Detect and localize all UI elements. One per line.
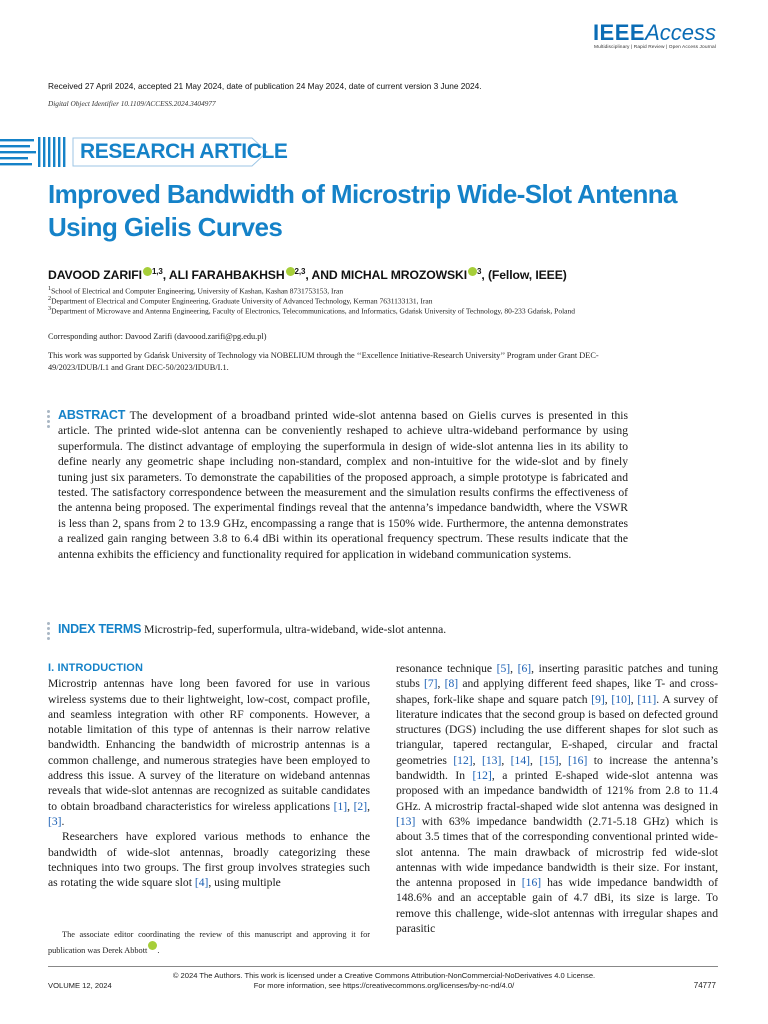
citation-link[interactable]: [5]	[496, 662, 511, 675]
citation-link[interactable]: [9]	[591, 692, 605, 706]
orcid-icon[interactable]	[286, 267, 295, 276]
author-name: , AND MICHAL MROZOWSKI	[305, 268, 468, 282]
author-affiliation: 3	[477, 267, 482, 276]
article-type-banner: RESEARCH ARTICLE	[80, 140, 288, 163]
citation-link[interactable]: [15]	[539, 753, 559, 767]
index-terms-label: INDEX TERMS	[58, 622, 142, 636]
abstract-label: ABSTRACT	[58, 408, 126, 422]
logo-ieee: IEEE	[592, 20, 646, 45]
affiliation-3: $^3$Department of Microwave and Antenna Engineering, Faculty of Electronics, Telecommunications, and Informatics, Gdańsk University of Technology, 80-233 Gdańsk, Poland	[48, 305, 576, 316]
section-heading: I. INTRODUCTION	[48, 662, 143, 674]
received-dates: Received 27 April 2024, accepted 21 May 2024, date of publication 24 May 2024, date of current version 3 June 2024.	[48, 81, 482, 91]
citation-link[interactable]: [16]	[521, 876, 542, 890]
citation-link[interactable]: [12]	[472, 769, 492, 783]
author-affiliation: 2,3	[294, 267, 306, 276]
citation-link[interactable]: [16]	[568, 753, 588, 767]
editor-footnote: The associate editor coordinating the review of this manuscript and approving it for publication was Derek Abbott .	[48, 930, 370, 955]
orcid-icon[interactable]	[148, 941, 157, 950]
citation-link[interactable]: [7]	[424, 677, 438, 691]
doi-line[interactable]: Digital Object Identifier 10.1109/ACCESS.2024.3404977	[48, 99, 216, 108]
affiliation-2: $^2$Department of Electrical and Computer Engineering, Graduate University of Advanced Technology, Kerman 7631133131, Iran	[48, 295, 433, 306]
citation-link[interactable]: [12]	[453, 753, 473, 767]
index-terms-dots-icon	[47, 622, 51, 642]
author-affiliation: 1,3	[151, 267, 163, 276]
logo-tagline: Multidisciplinary | Rapid Review | Open Access Journal	[593, 45, 716, 50]
abstract-dots-icon	[47, 410, 51, 430]
author-fellow: , (Fellow, IEEE)	[481, 268, 567, 282]
affiliation-1: $^1$School of Electrical and Computer Engineering, University of Kashan, Kashan 8731753153, Iran	[48, 285, 344, 296]
corresponding-author: Corresponding author: Davood Zarifi (davoood.zarifi@pg.edu.pl)	[48, 332, 267, 341]
index-terms	[58, 622, 446, 636]
volume-label: VOLUME 12, 2024	[48, 981, 112, 990]
funding-statement: This work was supported by Gdańsk University of Technology via NOBELIUM through the ‘‘Excellence Initiative-Research University’’ Program under Grant DEC-49/2023/IDUB/I.1 and Grant DEC-50/2023/IDUB/I.1.	[48, 351, 599, 372]
citation-link[interactable]: [1]	[333, 799, 348, 813]
citation-link[interactable]: [11]	[637, 692, 657, 706]
body-column-right	[396, 661, 718, 936]
abstract	[58, 408, 628, 562]
paragraph: Microstrip antennas have long been favored for use in various wireless systems due to their lightweight, low-cost, compact profile, and seamless integration with other RF components. However, a notable limitation of this type of antennas is their narrow relative bandwidth. Enhancing the bandwidth of microstrip antennas is a common challenge, and numerous strategies have been employed to address this issue. A survey of the literature on wideband antennas reveals that wide-slot antennas are recognized as suitable candidates to obtain broadband characteristics for wireless applications [1], [2], [3].	[48, 677, 370, 828]
author-name: DAVOOD ZARIFI	[48, 268, 142, 282]
citation-link[interactable]: [10]	[611, 692, 631, 706]
page-number: 74777	[693, 981, 716, 990]
citation-link[interactable]: [14]	[510, 753, 530, 767]
paper-title: Improved Bandwidth of Microstrip Wide-Slot Antenna Using Gielis Curves	[48, 179, 677, 242]
author-name: , ALI FARAHBAKHSH	[162, 268, 285, 282]
citation-link[interactable]: [4]	[194, 876, 209, 890]
journal-logo	[593, 20, 716, 50]
paragraph: Researchers have explored various methods to enhance the bandwidth of wide-slot antennas, broadly categorizing these techniques into two groups. The first group involves strategies such as rotating the wide square slot [4], using multiple	[48, 830, 370, 890]
orcid-icon[interactable]	[468, 267, 477, 276]
banner-stripes-icon	[0, 136, 72, 168]
citation-link[interactable]: [8]	[444, 677, 459, 691]
footer-divider	[48, 966, 718, 967]
orcid-icon[interactable]	[143, 267, 152, 276]
author-list	[48, 267, 567, 282]
abstract-text: The development of a broadband printed wide-slot antenna based on Gielis curves is presented in this article. The printed wide-slot antenna can be conveniently reshaped to achieve ultra-wideband performance by using superformula. The distinct advantage of employing the superformula in design of wide-slot antenna lies in its ability to define nearly any geometric shape including non-standard, complex and non-intuitive for the wide-slot and by finely tuning just six parameters. To demonstrate the capabilities of the proposed approach, a simple prototype is fabricated and tested. The satisfactory correspondence between the measurement and the simulation results confirms the effectiveness of the antenna being proposed. The experimental findings reveal that the antenna’s impedance bandwidth, where the VSWR is less than 2, spans from 2 to 13.9 GHz, encompassing a range that is 150% wide. Furthermore, the antenna demonstrates a realized gain ranging between 3.8 to 6.4 dBi within its operational frequency spectrum. These results indicate that the antenna exhibits the efficiency and functionality required for application in wideband communication systems.	[58, 409, 628, 561]
license-notice: © 2024 The Authors. This work is licensed under a Creative Commons Attribution-NonCommercial-NoDerivatives 4.0 License. For more information, see https://creativecommons.org/licenses/by-nc-nd/4.0/	[172, 971, 596, 990]
citation-link[interactable]: [3]	[48, 814, 62, 828]
citation-link[interactable]: [13]	[396, 814, 416, 828]
logo-access: Access	[645, 20, 716, 45]
index-terms-text: Microstrip-fed, superformula, ultra-wideband, wide-slot antenna.	[144, 623, 447, 636]
citation-link[interactable]: [2]	[353, 799, 368, 813]
citation-link[interactable]: [6]	[517, 662, 532, 675]
citation-link[interactable]: [13]	[481, 753, 502, 767]
body-column-left	[48, 661, 370, 890]
paragraph: resonance technique [5], [6], inserting parasitic patches and tuning stubs [7], [8] and applying different feed shapes, like T- and cross-shapes, fork-like shape and square patch [9], [10], [11]. A survey of literature indicates that the second group is based on defected ground structures (DGS) including the use different shapes for slot such as triangular, tapered rectangular, E-shaped, circular and fractal geometries [12], [13], [14], [15], [16] to increase the antenna’s bandwidth. In [12], a printed E-shaped wide-slot antenna was proposed with an impedance bandwidth of 121% from 2.8 to 11.4 GHz. A microstrip fractal-shaped wide slot antenna was designed in [13] with 63% impedance bandwidth (2.71-5.18 GHz) which is about 3.5 times that of the corresponding conventional printed wide-slot antenna. The main drawback of microstrip fed wide-slot antennas with wide impedance bandwidth is their size. For instant, the antenna proposed in [16] has wide impedance bandwidth of 148.6% and an acceptable gain of 4.7 dBi, its size is large. To remove this challenge, wide-slot antennas with irregular shapes and parasitic	[396, 662, 719, 936]
